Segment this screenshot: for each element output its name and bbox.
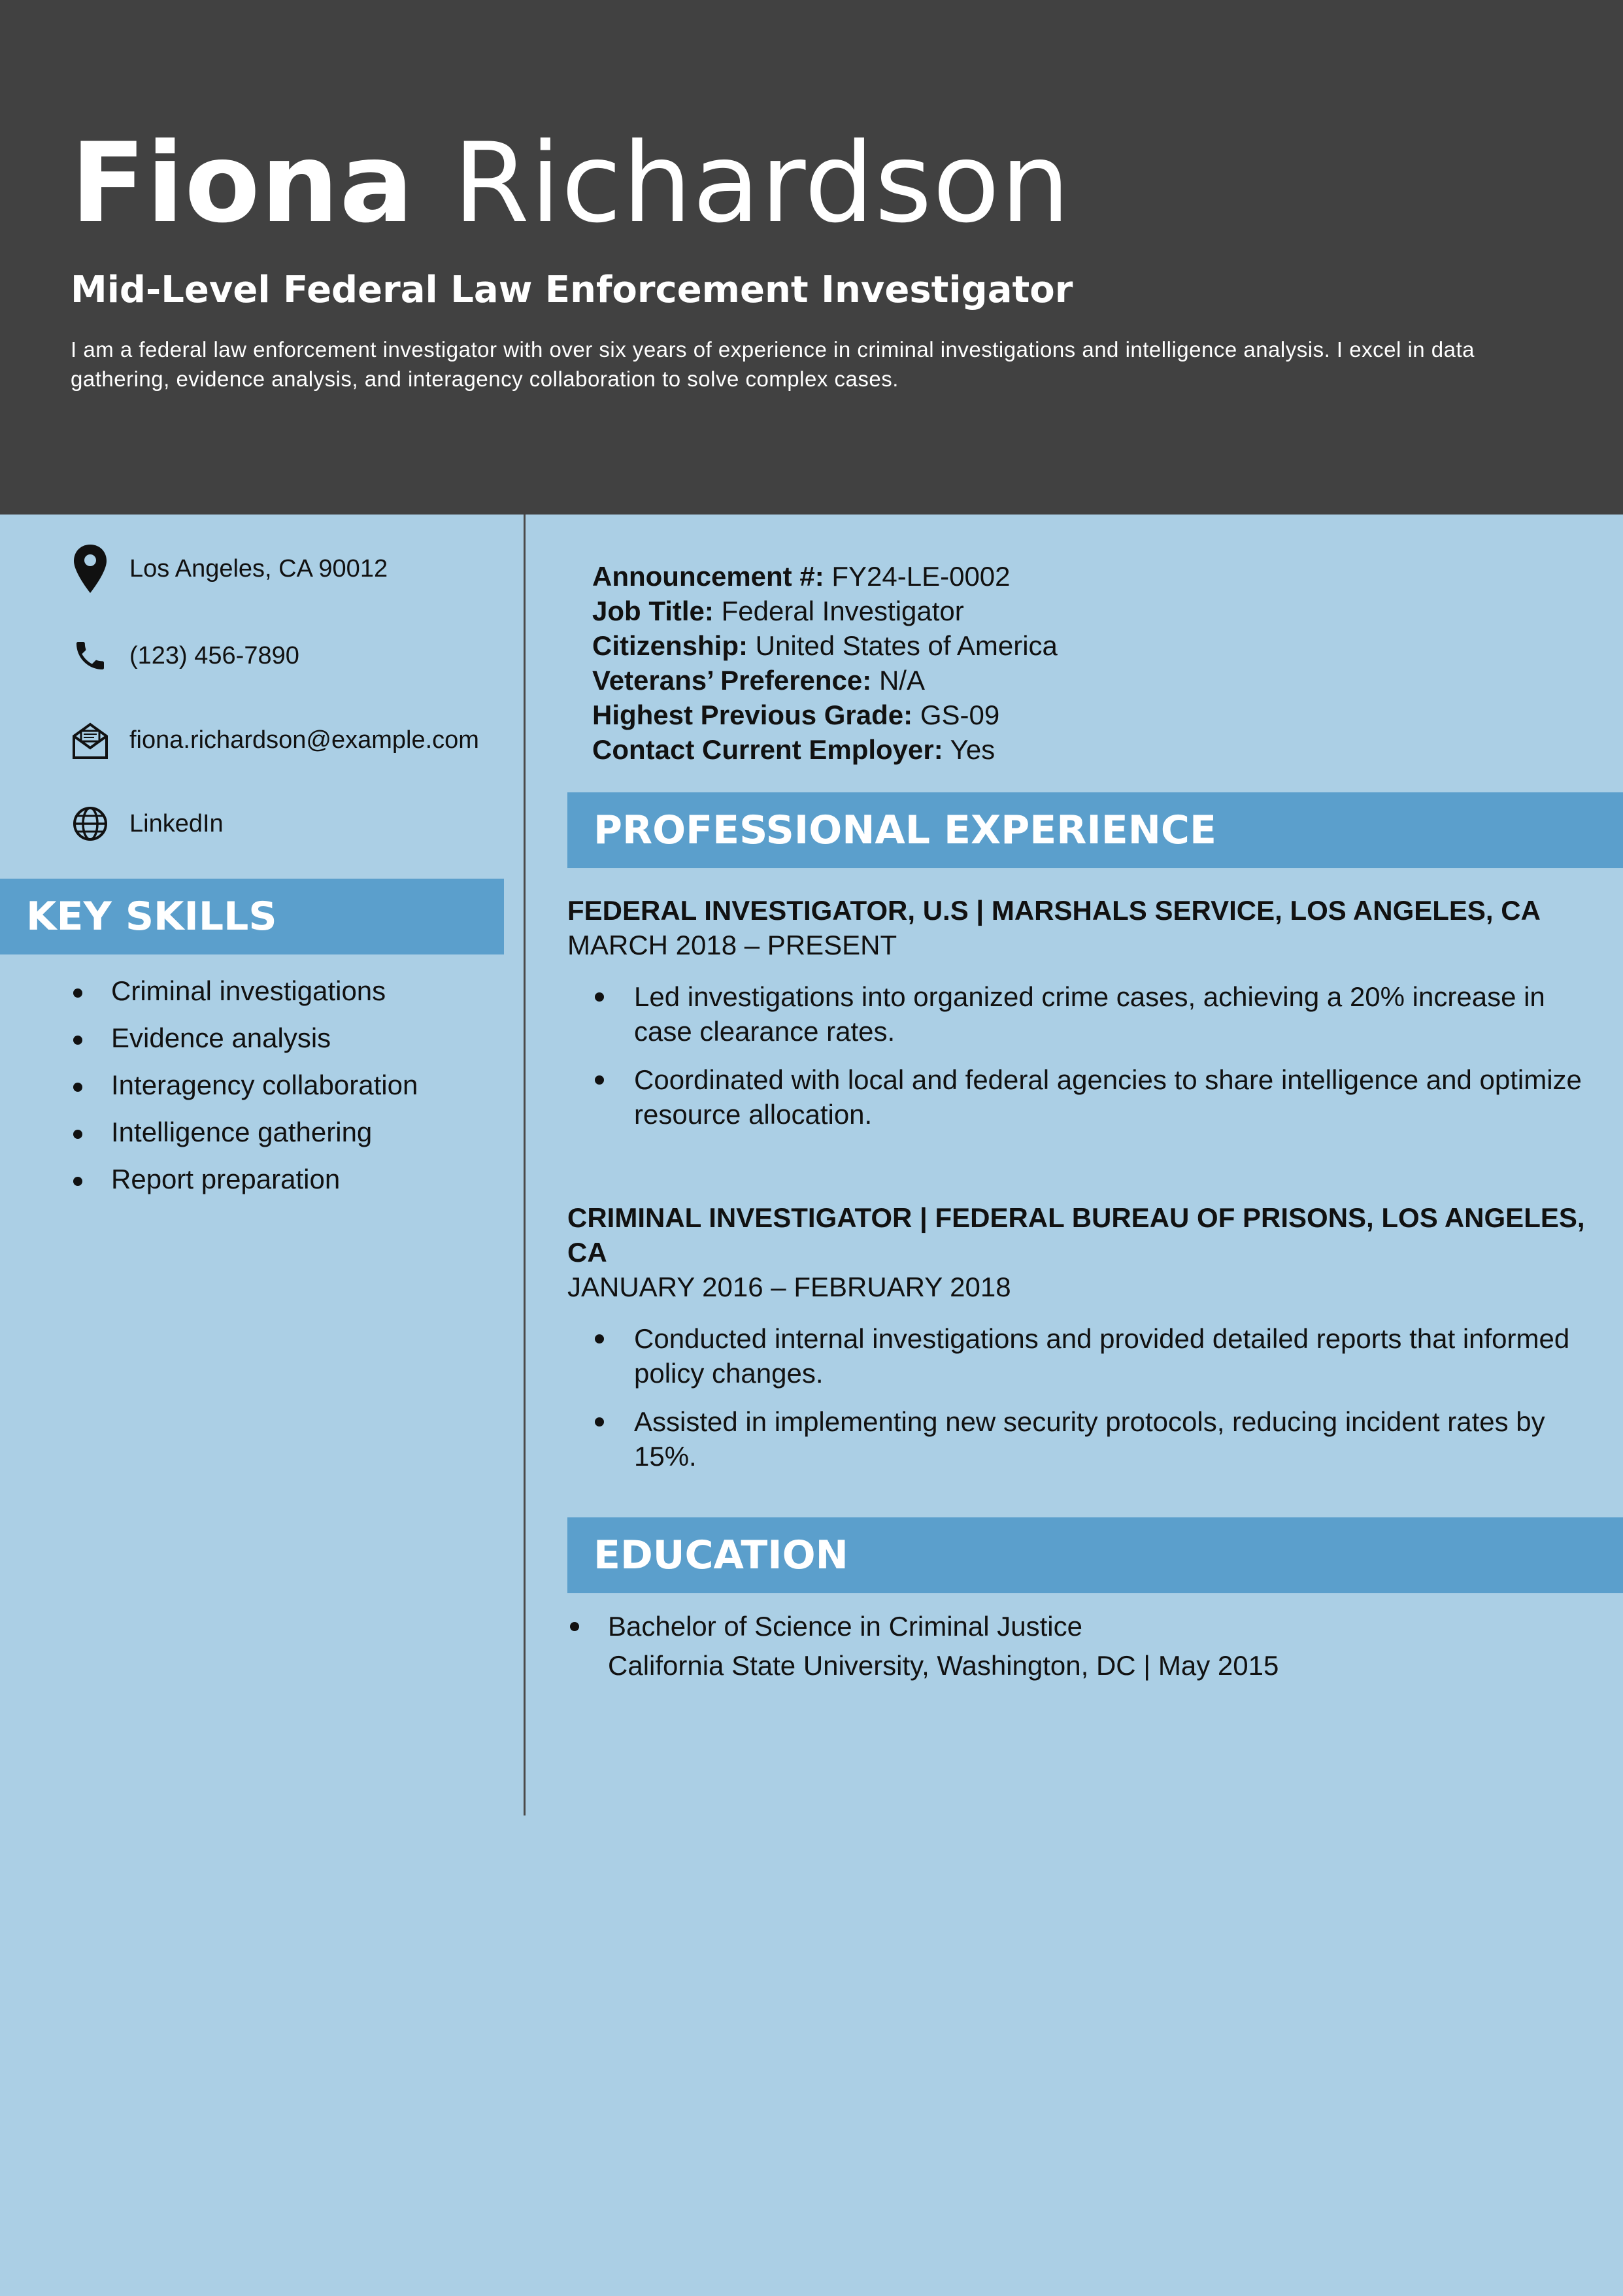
job-title: CRIMINAL INVESTIGATOR | FEDERAL BUREAU OF PRISONS, LOS ANGELES, CA <box>567 1202 1585 1268</box>
contact-email[interactable] <box>71 714 515 766</box>
contact-linkedin-text[interactable]: LinkedIn <box>129 810 224 837</box>
bullet-dot <box>570 1622 579 1631</box>
field-contact-employer: Contact Current Employer: Yes <box>592 734 996 765</box>
skill-item: Evidence analysis <box>71 1015 418 1062</box>
job-entry <box>567 1200 1587 1487</box>
key-skills-heading: KEY SKILLS <box>0 879 504 954</box>
education-degree: Bachelor of Science in Criminal Justice <box>608 1611 1082 1642</box>
contact-email-text[interactable]: fiona.richardson@example.com <box>129 726 479 754</box>
field-announcement: Announcement #: FY24-LE-0002 <box>592 561 1011 592</box>
job-dates: JANUARY 2016 – FEBRUARY 2018 <box>567 1272 1011 1302</box>
education-entry <box>567 1607 1587 1685</box>
field-veterans-preference: Veterans’ Preference: N/A <box>592 665 925 696</box>
education-heading: EDUCATION <box>567 1517 1623 1593</box>
contact-phone <box>71 630 515 682</box>
skills-list <box>71 968 418 1203</box>
last-name: Richardson <box>453 119 1071 247</box>
globe-icon <box>71 798 110 850</box>
skill-item: Criminal investigations <box>71 968 418 1015</box>
job-bullet: Assisted in implementing new security protocols, reducing incident rates by 15%. <box>567 1404 1587 1474</box>
contact-location <box>71 543 515 595</box>
field-citizenship: Citizenship: United States of America <box>592 630 1058 661</box>
field-highest-grade: Highest Previous Grade: GS-09 <box>592 700 1000 730</box>
job-bullets <box>567 979 1587 1132</box>
phone-icon <box>71 630 110 682</box>
skill-item: Intelligence gathering <box>71 1109 418 1156</box>
job-bullet: Coordinated with local and federal agencies to share intelligence and optimize resource allocation. <box>567 1062 1587 1132</box>
job-entry <box>567 893 1587 1145</box>
field-job-title: Job Title: Federal Investigator <box>592 596 964 626</box>
job-bullet: Conducted internal investigations and provided detailed reports that informed policy changes. <box>567 1321 1587 1391</box>
contact-linkedin[interactable] <box>71 798 515 850</box>
email-icon <box>71 714 110 766</box>
first-name: Fiona <box>71 119 414 247</box>
education-school: California State University, Washington, DC | May 2015 <box>608 1650 1279 1681</box>
skill-item: Interagency collaboration <box>71 1062 418 1109</box>
candidate-name <box>71 114 1071 252</box>
education-degree-line <box>567 1607 1587 1646</box>
contact-phone-text: (123) 456-7890 <box>129 642 299 669</box>
column-divider <box>524 515 526 1815</box>
job-bullets <box>567 1321 1587 1474</box>
job-dates: MARCH 2018 – PRESENT <box>567 930 897 960</box>
job-bullet: Led investigations into organized crime cases, achieving a 20% increase in case clearance rates. <box>567 979 1587 1049</box>
job-title: FEDERAL INVESTIGATOR, U.S | MARSHALS SERVICE, LOS ANGELES, CA <box>567 895 1541 926</box>
skill-item: Report preparation <box>71 1156 418 1203</box>
experience-heading: PROFESSIONAL EXPERIENCE <box>567 792 1623 868</box>
location-pin-icon <box>71 543 110 595</box>
announcement-fields <box>592 559 1058 767</box>
contact-location-text: Los Angeles, CA 90012 <box>129 555 388 582</box>
job-title-heading: Mid-Level Federal Law Enforcement Investigator <box>71 269 1073 311</box>
header-banner <box>0 0 1623 515</box>
summary-text: I am a federal law enforcement investigator with over six years of experience in criminal investigations and intelligence analysis. I excel in data gathering, evidence analysis, and interagency collaboration to solve complex cases. <box>71 337 1475 391</box>
